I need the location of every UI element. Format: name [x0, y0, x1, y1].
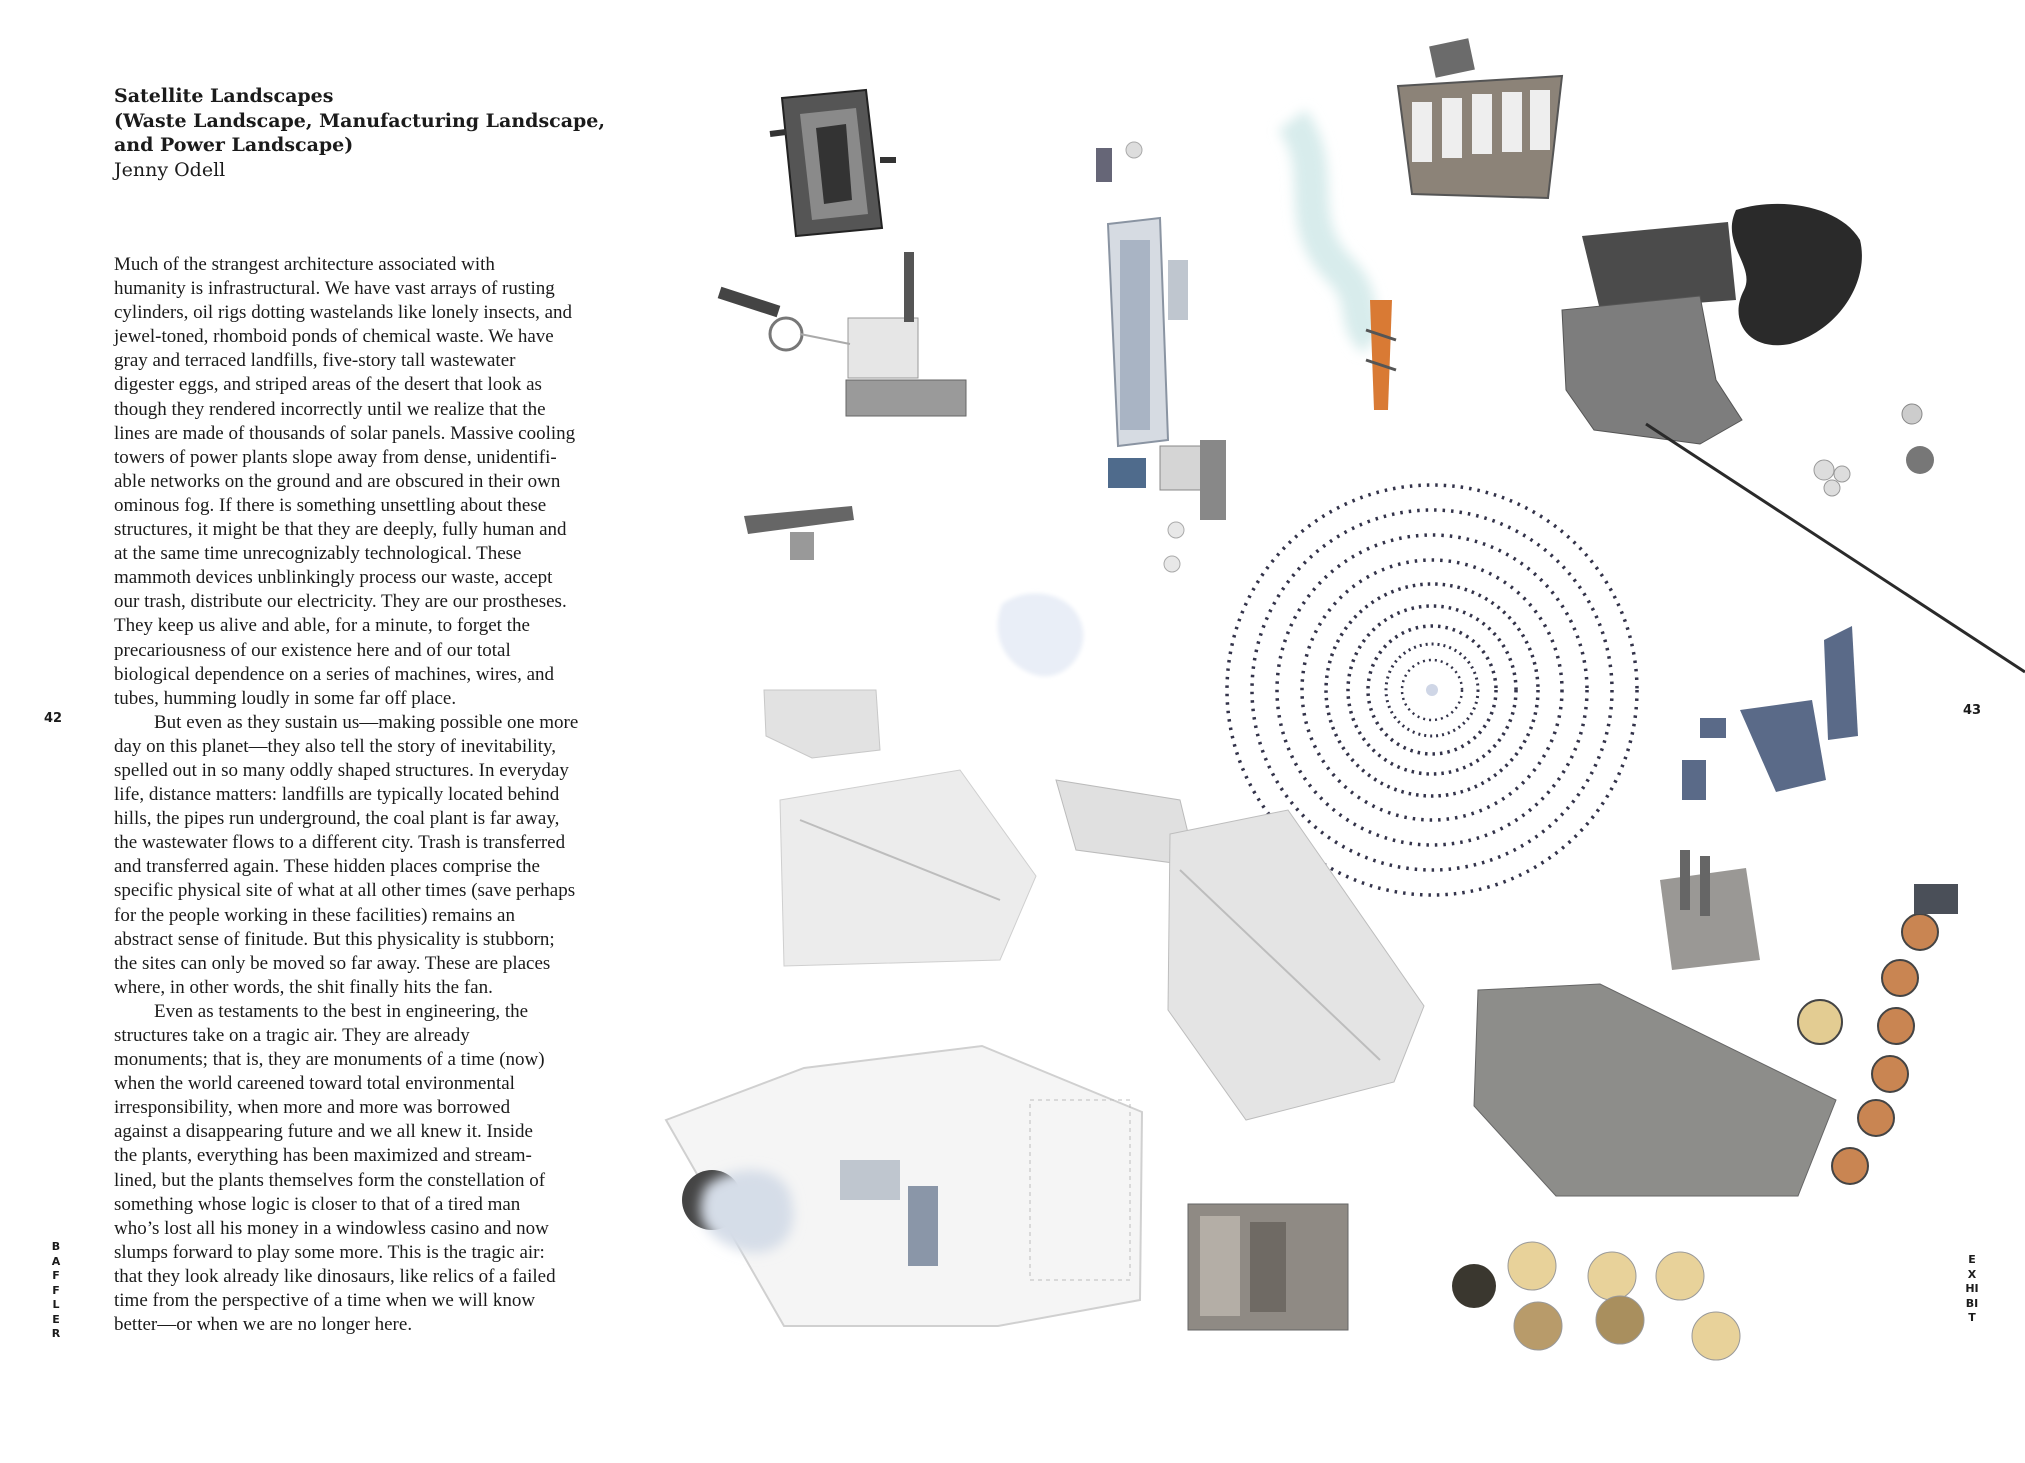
- electrical-substation: [764, 690, 1424, 1120]
- article-title-line-1: Satellite Landscapes: [114, 85, 334, 107]
- body-line: Much of the strangest architecture associated with: [114, 254, 495, 275]
- body-line: that they look already like dinosaurs, like relics of a failed: [114, 1265, 556, 1287]
- body-line: life, distance matters: landfills are typically located behind: [114, 784, 560, 806]
- urban-industrial-block: [1188, 1204, 1348, 1330]
- landfill-site: [1474, 850, 1836, 1196]
- body-line: the sites can only be moved so far away. These are places: [114, 952, 551, 974]
- body-line: time from the perspective of a time when we will know: [114, 1290, 536, 1312]
- body-line: precariousness of our existence here and of our total: [114, 639, 511, 661]
- body-line: humanity is infrastructural. We have vast arrays of rusting: [114, 278, 555, 300]
- body-line: But even as they sustain us—making possible one more: [154, 711, 579, 733]
- body-line: hills, the pipes run underground, the coal plant is far away,: [114, 808, 560, 830]
- page-number-right: 43: [1963, 703, 1982, 718]
- body-line: who’s lost all his money in a windowless casino and now: [114, 1217, 549, 1239]
- body-line: the plants, everything has been maximized and stream-: [114, 1145, 532, 1167]
- body-line: abstract sense of finitude. But this physicality is stubborn;: [114, 928, 555, 950]
- body-line: tubes, humming loudly in some far off place.: [114, 687, 457, 709]
- small-snowy-site: [744, 506, 1083, 676]
- body-line: better—or when we are no longer here.: [114, 1314, 413, 1336]
- body-line: lines are made of thousands of solar panels. Massive cooling: [114, 422, 576, 444]
- body-line: They keep us alive and able, for a minute, to forget the: [114, 615, 530, 637]
- bottom-left-power-plant: [666, 1046, 1142, 1326]
- solar-panel-arrays: [1682, 626, 1858, 800]
- body-line: Even as testaments to the best in engineering, the: [154, 1000, 529, 1022]
- body-line: cylinders, oil rigs dotting wastelands like lonely insects, and: [114, 302, 573, 324]
- body-line: where, in other words, the shit finally hits the fan.: [114, 976, 493, 998]
- footer-baffler: BAFFLER: [51, 1240, 61, 1340]
- industrial-compound-ring: [718, 252, 966, 416]
- body-line: able networks on the ground and are obscured in their own: [114, 470, 561, 492]
- body-line: structures take on a tragic air. They are already: [114, 1025, 470, 1046]
- body-line: against a disappearing future and we all knew it. Inside: [114, 1121, 533, 1143]
- body-line: lined, but the plants themselves form the constellation of: [114, 1169, 546, 1191]
- body-line: monuments; that is, they are monuments of a time (now): [114, 1049, 545, 1071]
- body-line: our trash, distribute our electricity. They are our prostheses.: [114, 591, 567, 613]
- body-line: digester eggs, and striped areas of the desert that look as: [114, 374, 542, 396]
- body-line: jewel-toned, rhomboid ponds of chemical waste. We have: [114, 326, 554, 348]
- power-plant-building: [1398, 38, 1562, 198]
- body-line: something whose logic is closer to that of a tired man: [114, 1193, 521, 1215]
- article-title-line-3: and Power Landscape): [114, 134, 354, 156]
- page-number-left: 42: [44, 711, 63, 726]
- industrial-rooftop-structure: [770, 90, 896, 236]
- body-line: slumps forward to play some more. This is the tragic air:: [114, 1241, 545, 1263]
- body-line: the wastewater flows to a different city. Trash is transferred: [114, 832, 566, 854]
- body-line: biological dependence on a series of machines, wires, and: [114, 663, 555, 685]
- article-title-line-2: (Waste Landscape, Manufacturing Landscape,: [114, 109, 606, 132]
- body-line: though they rendered incorrectly until we realize that the: [114, 398, 546, 420]
- body-line: gray and terraced landfills, five-story tall wastewater: [114, 350, 516, 372]
- body-line: at the same time unrecognizably technological. These: [114, 543, 522, 565]
- body-line: for the people working in these facilities) remains an: [114, 904, 515, 926]
- body-line: mammoth devices unblinkingly process our waste, accept: [114, 567, 553, 589]
- author-name: Jenny Odell: [114, 158, 226, 181]
- smokestack-plume: [1292, 120, 1396, 410]
- body-line: specific physical site of what at all other times (save perhaps: [114, 880, 576, 902]
- body-line: spelled out in so many oddly shaped structures. In everyday: [114, 759, 569, 781]
- body-line: ominous fog. If there is something unsettling about these: [114, 494, 547, 516]
- body-line: day on this planet—they also tell the story of inevitability,: [114, 735, 557, 757]
- footer-exhibit: EXHIBIT: [1965, 1253, 1979, 1324]
- body-line: when the world careened toward total environmental: [114, 1073, 515, 1095]
- coal-pile-facility: [1562, 204, 2025, 672]
- processing-facility-strip: [1096, 142, 1226, 572]
- body-line: structures, it might be that they are deeply, fully human and: [114, 519, 567, 541]
- body-line: towers of power plants slope away from dense, unidentifi-: [114, 446, 557, 468]
- body-line: irresponsibility, when more and more was borrowed: [114, 1097, 511, 1119]
- body-line: and transferred again. These hidden places comprise the: [114, 856, 540, 878]
